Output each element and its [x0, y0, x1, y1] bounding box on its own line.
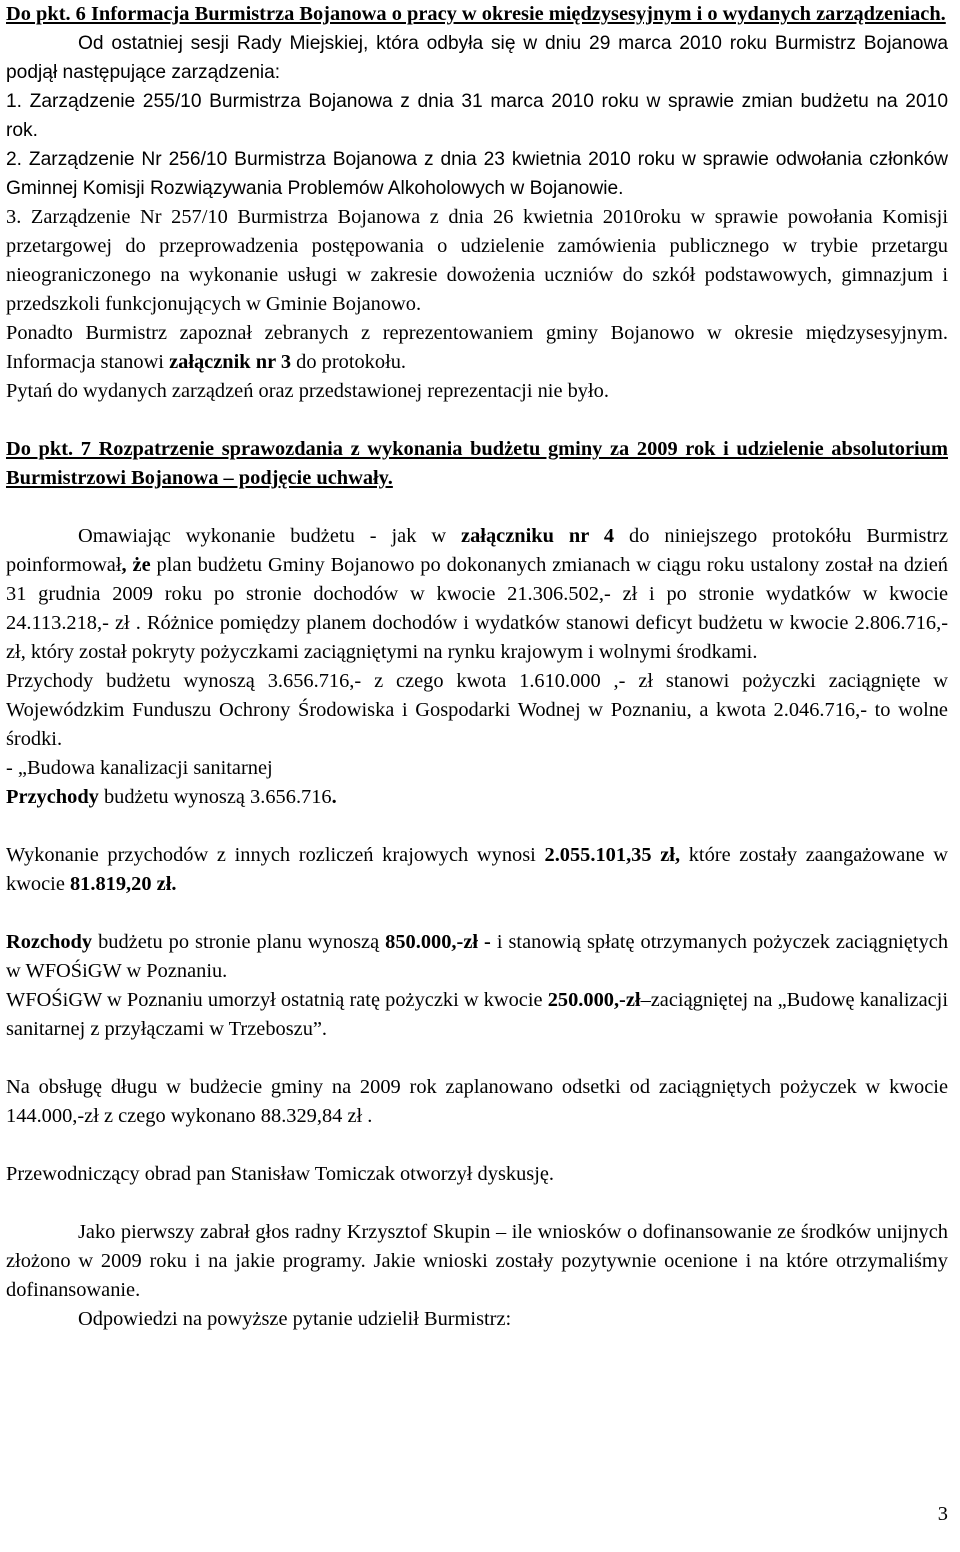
budget-execution-paragraph: Omawiając wykonanie budżetu - jak w załączniku nr 4 do niniejszego protokółu Burmistrz poinformował, że plan budżetu Gminy Bojanowo po dokonanych zmianach w ciągu roku ustalony został na dzień 31 grudnia 2009 roku po stronie dochodów w kwocie 21.306.502,- zł i po stronie wydatków w kwocie 24.113.218,- zł . Różnice pomiędzy planem dochodów i wydatków stanowi deficyt budżetu w kwocie 2.806.716,- zł, który został pokryty pożyczkami zaciągniętymi na rynku krajowym i wolnymi środkami.	[6, 525, 948, 663]
debt-service-paragraph: Na obsługę długu w budżecie gminy na 2009 rok zaplanowano odsetki od zaciągniętych pożyczek w kwocie 144.000,-zł z czego wykonano 88.329,84 zł .	[6, 1076, 948, 1127]
ordinance-item-1: 1. Zarządzenie 255/10 Burmistrza Bojanowa z dnia 31 marca 2010 roku w sprawie zmian budżetu na 2010 rok.	[6, 91, 948, 141]
councillor-question-paragraph: Jako pierwszy zabrał głos radny Krzysztof Skupin – ile wniosków o dofinansowanie ze środków unijnych złożono w 2009 roku i na jakie programy. Jakie wnioski zostały pozytywnie ocenione i na które otrzymaliśmy dofinansowanie.	[6, 1221, 948, 1301]
page-number: 3	[937, 1503, 948, 1525]
representation-paragraph: Ponadto Burmistrz zapoznał zebranych z reprezentowaniem gminy Bojanowo w okresie międzysesyjnym. Informacja stanowi załącznik nr 3 do protokołu.	[6, 322, 948, 373]
revenue-paragraph: Przychody budżetu wynoszą 3.656.716,- z czego kwota 1.610.000 ,- zł stanowi pożyczki zaciągnięte w Wojewódzkim Funduszu Ochrony Środowiska i Gospodarki Wodnej w Poznaniu, a kwota 2.046.716,- to wolne środki.	[6, 670, 948, 750]
section-6-heading: Do pkt. 6 Informacja Burmistrza Bojanowa o pracy w okresie międzysesyjnym i o wydanych zarządzeniach.	[6, 3, 946, 25]
document-page	[6, 0, 948, 1334]
ordinance-item-3: 3. Zarządzenie Nr 257/10 Burmistrza Bojanowa z dnia 26 kwietnia 2010roku w sprawie powołania Komisji przetargowej do przeprowadzenia postępowania o udzielenie zamówienia publicznego w trybie przetargu nieograniczonego na wykonanie usługi w zakresie dowożenia uczniów do szkół podstawowych, gimnazjum i przedszkoli funkcjonujących w Gminie Bojanowo.	[6, 206, 948, 315]
mayor-answer-line: Odpowiedzi na powyższe pytanie udzielił Burmistrz:	[78, 1308, 512, 1330]
loan-remission-paragraph: WFOŚiGW w Poznaniu umorzył ostatnią ratę pożyczki w kwocie 250.000,-zł–zaciągniętej na „Budowę kanalizacji sanitarnej z przyłączami w Trzeboszu”.	[6, 989, 949, 1040]
discussion-opened-line: Przewodniczący obrad pan Stanisław Tomiczak otworzył dyskusję.	[6, 1163, 555, 1185]
revenue-total-line: Przychody budżetu wynoszą 3.656.716.	[6, 786, 337, 808]
section-6-intro: Od ostatniej sesji Rady Miejskiej, która odbyła się w dniu 29 marca 2010 roku Burmistrz Bojanowa podjął następujące zarządzenia:	[6, 33, 948, 83]
no-questions-note: Pytań do wydanych zarządzeń oraz przedstawionej reprezentacji nie było.	[6, 380, 609, 402]
expenditures-paragraph: Rozchody budżetu po stronie planu wynoszą 850.000,-zł - i stanowią spłatę otrzymanych pożyczek zaciągniętych w WFOŚiGW w Poznaniu.	[6, 931, 949, 982]
section-7-heading: Do pkt. 7 Rozpatrzenie sprawozdania z wykonania budżetu gminy za 2009 rok i udzielenie absolutorium Burmistrzowi Bojanowa – podjęcie uchwały.	[6, 438, 948, 489]
other-settlements-paragraph: Wykonanie przychodów z innych rozliczeń krajowych wynosi 2.055.101,35 zł, które zostały zaangażowane w kwocie 81.819,20 zł.	[6, 844, 948, 895]
ordinance-item-2: 2. Zarządzenie Nr 256/10 Burmistrza Bojanowa z dnia 23 kwietnia 2010 roku w sprawie odwołania członków Gminnej Komisji Rozwiązywania Problemów Alkoholowych w Bojanowie.	[6, 149, 948, 199]
sewer-construction-line: - „Budowa kanalizacji sanitarnej	[6, 757, 273, 779]
